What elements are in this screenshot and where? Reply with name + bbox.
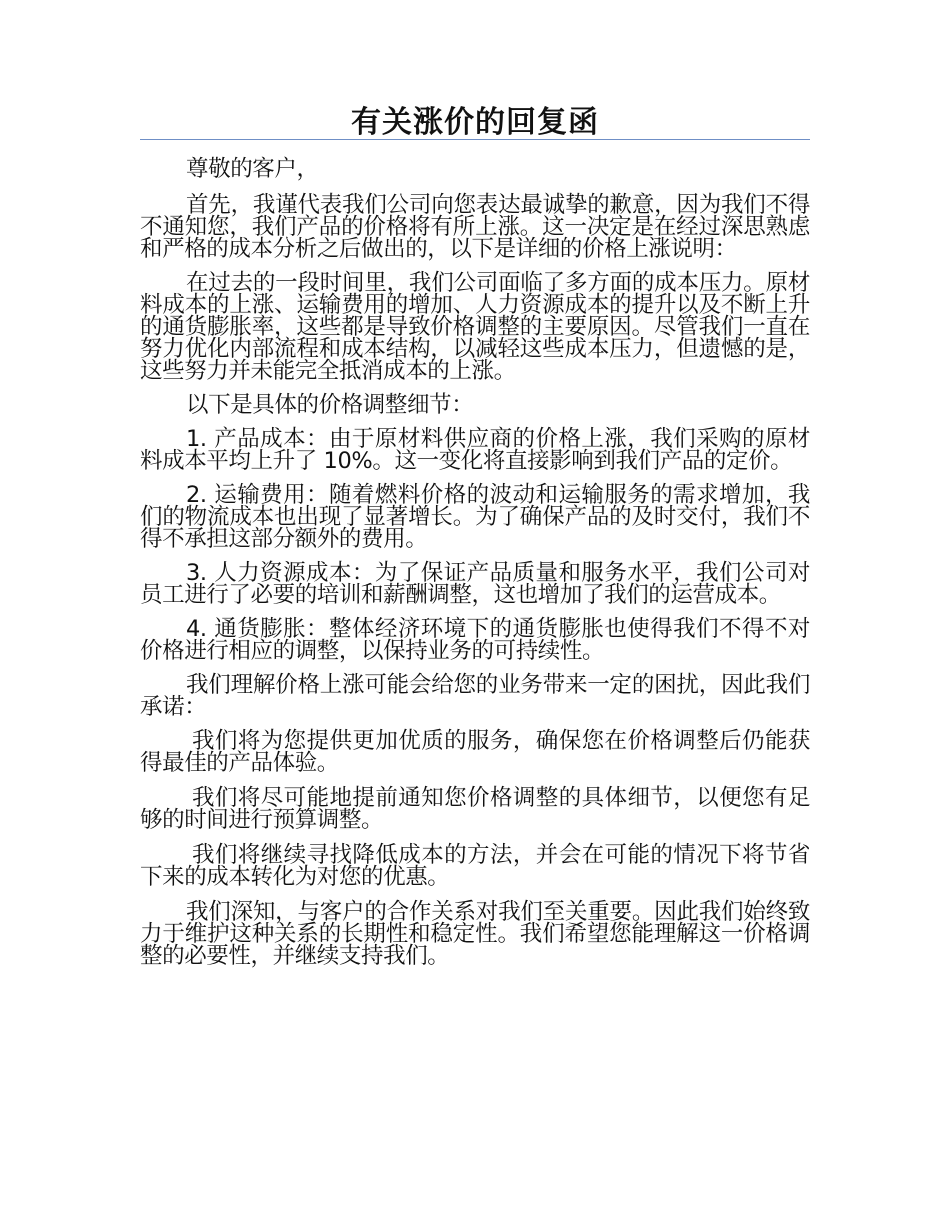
paragraph-promise-service: 我们将为您提供更加优质的服务，确保您在价格调整后仍能获得最佳的产品体验。 bbox=[140, 728, 810, 776]
paragraph-item-labor: 3. 人力资源成本：为了保证产品质量和服务水平，我们公司对员工进行了必要的培训和薪酬调整，这也增加了我们的运营成本。 bbox=[140, 560, 810, 608]
title-underline bbox=[140, 139, 810, 140]
paragraph-closing: 我们深知，与客户的合作关系对我们至关重要。因此我们始终致力于维护这种关系的长期性和稳定性。我们希望您能理解这一价格调整的必要性，并继续支持我们。 bbox=[140, 899, 810, 969]
paragraph-apology: 首先，我谨代表我们公司向您表达最诚挚的歉意，因为我们不得不通知您，我们产品的价格将有所上涨。这一决定是在经过深思熟虑和严格的成本分析之后做出的，以下是详细的价格上涨说明： bbox=[140, 192, 810, 262]
document-body bbox=[140, 158, 810, 979]
paragraph-promise-savings: 我们将继续寻找降低成本的方法，并会在可能的情况下将节省下来的成本转化为对您的优惠。 bbox=[140, 842, 810, 890]
paragraph-cost-pressure: 在过去的一段时间里，我们公司面临了多方面的成本压力。原材料成本的上涨、运输费用的增加、人力资源成本的提升以及不断上升的通货膨胀率，这些都是导致价格调整的主要原因。尽管我们一直在努力优化内部流程和成本结构，以减轻这些成本压力，但遗憾的是，这些努力并未能完全抵消成本的上涨。 bbox=[140, 270, 810, 384]
paragraph-details-intro: 以下是具体的价格调整细节： bbox=[186, 392, 474, 418]
paragraph-item-product-cost: 1. 产品成本：由于原材料供应商的价格上涨，我们采购的原材料成本平均上升了 10%。这一变化将直接影响到我们产品的定价。 bbox=[140, 426, 810, 474]
paragraph-promise-notice: 我们将尽可能地提前通知您价格调整的具体细节，以便您有足够的时间进行预算调整。 bbox=[140, 785, 810, 833]
document-title: 有关涨价的回复函 bbox=[351, 105, 599, 140]
paragraph-item-transport: 2. 运输费用：随着燃料价格的波动和运输服务的需求增加，我们的物流成本也出现了显著增长。为了确保产品的及时交付，我们不得不承担这部分额外的费用。 bbox=[140, 482, 810, 552]
salutation: 尊敬的客户， bbox=[186, 156, 319, 182]
paragraph-item-inflation: 4. 通货膨胀：整体经济环境下的通货膨胀也使得我们不得不对价格进行相应的调整，以保持业务的可持续性。 bbox=[140, 616, 810, 664]
paragraph-commitment-intro: 我们理解价格上涨可能会给您的业务带来一定的困扰，因此我们承诺： bbox=[140, 672, 810, 720]
